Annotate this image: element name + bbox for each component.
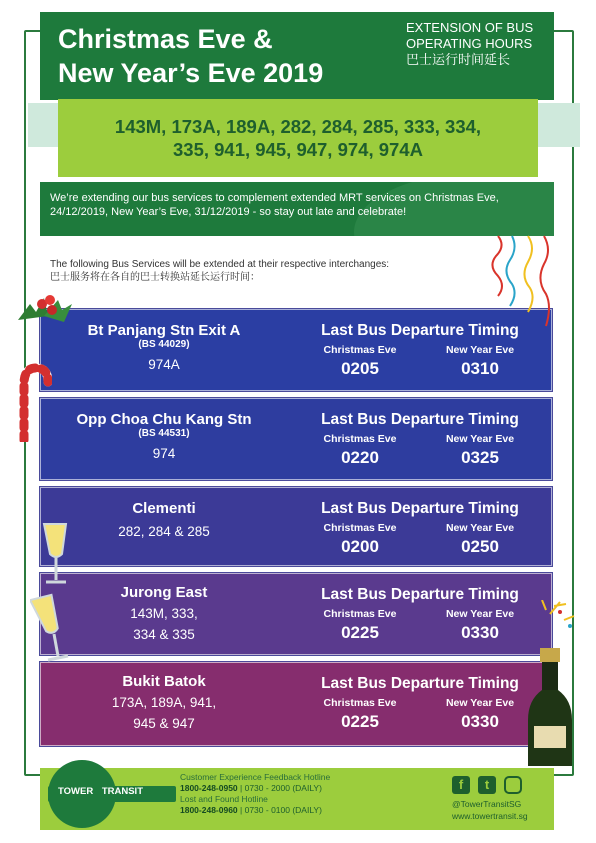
interchange-name: Jurong East xyxy=(120,584,208,601)
new-year-eve-label: New Year Eve xyxy=(445,608,515,620)
new-year-eve-label: New Year Eve xyxy=(445,697,515,709)
interchange-card xyxy=(40,398,552,480)
ext-chinese: 巴士运行时间延长 xyxy=(406,52,511,67)
bus-stop-code: (BS 44029) xyxy=(138,339,190,350)
new-year-eve-time: 0310 xyxy=(461,359,499,378)
christmas-eve-time: 0205 xyxy=(341,359,379,378)
title-line-1: Christmas Eve & xyxy=(58,24,273,54)
services xyxy=(41,692,287,734)
lost-found-hours: | 0730 - 0100 (DAILY) xyxy=(237,805,322,815)
christmas-eve-time: 0225 xyxy=(341,623,379,642)
extension-subtitle xyxy=(406,20,544,68)
holly-icon xyxy=(14,290,76,332)
facebook-icon[interactable]: f xyxy=(452,776,470,794)
champagne-glass-icon xyxy=(36,520,76,590)
feedback-label: Customer Experience Feedback Hotline xyxy=(180,772,331,782)
services-line-2: 334 & 335 xyxy=(133,627,195,642)
services-line-1: 974A xyxy=(148,357,180,372)
interchange-card xyxy=(40,309,552,391)
services xyxy=(41,354,287,375)
services xyxy=(41,521,287,542)
new-year-eve-label: New Year Eve xyxy=(445,522,515,534)
logo-text xyxy=(58,786,143,797)
interchange-name: Bt Panjang Stn Exit A xyxy=(87,322,241,339)
new-year-eve-time: 0330 xyxy=(461,623,499,642)
timing-heading: Last Bus Departure Timing xyxy=(321,586,519,603)
interchange-name: Bukit Batok xyxy=(122,673,206,690)
timing-heading: Last Bus Departure Timing xyxy=(321,411,519,428)
new-year-eve-time: 0250 xyxy=(461,537,499,556)
ext-line-1: EXTENSION OF BUS xyxy=(406,20,534,35)
hotlines xyxy=(180,772,330,816)
christmas-eve-label: Christmas Eve xyxy=(323,433,397,445)
interchange-card xyxy=(40,487,552,566)
lost-found-number[interactable]: 1800-248-0960 xyxy=(180,805,238,815)
bus-stop-code: (BS 44531) xyxy=(138,428,190,439)
instagram-icon[interactable] xyxy=(504,776,522,794)
page-title xyxy=(58,22,323,90)
logo-text-transit: TRANSIT xyxy=(101,786,143,797)
services xyxy=(41,603,287,645)
twitter-icon[interactable]: t xyxy=(478,776,496,794)
christmas-eve-label: Christmas Eve xyxy=(323,697,397,709)
timing-heading: Last Bus Departure Timing xyxy=(321,322,519,339)
christmas-eve-time: 0220 xyxy=(341,448,379,467)
routes-line-1: 143M, 173A, 189A, 282, 284, 285, 333, 334, xyxy=(114,116,482,137)
following-cn: 巴士服务将在各自的巴士转换站延长运行时间： xyxy=(50,272,260,283)
timing-heading: Last Bus Departure Timing xyxy=(321,675,519,692)
christmas-eve-label: Christmas Eve xyxy=(323,344,397,356)
title-line-2: New Year’s Eve 2019 xyxy=(58,58,324,88)
intro-text: We’re extending our bus services to complement extended MRT services on Christmas Eve, 24/12/2019, New Year’s Eve, 31/12/2019 - so stay out late and celebrate! xyxy=(50,192,499,218)
champagne-bottle-icon xyxy=(520,600,578,770)
christmas-eve-time: 0225 xyxy=(341,712,379,731)
interchange-name: Opp Choa Chu Kang Stn xyxy=(76,411,252,428)
interchange-card xyxy=(40,662,552,746)
following-en: The following Bus Services will be extended at their respective interchanges: xyxy=(50,259,390,270)
candy-cane-icon xyxy=(12,362,52,442)
website-link[interactable]: www.towertransit.sg xyxy=(452,811,528,821)
intro-box xyxy=(40,182,554,236)
lost-found-label: Lost and Found Hotline xyxy=(180,794,268,804)
timing-heading: Last Bus Departure Timing xyxy=(321,500,519,517)
christmas-eve-time: 0200 xyxy=(341,537,379,556)
christmas-eve-label: Christmas Eve xyxy=(323,608,397,620)
streamers-decoration xyxy=(488,234,558,334)
services-line-1: 143M, 333, xyxy=(130,606,198,621)
interchange-card xyxy=(40,573,552,655)
services-line-1: 173A, 189A, 941, xyxy=(111,695,217,710)
new-year-eve-time: 0330 xyxy=(461,712,499,731)
new-year-eve-time: 0325 xyxy=(461,448,499,467)
services-line-1: 974 xyxy=(152,446,176,461)
new-year-eve-label: New Year Eve xyxy=(445,433,515,445)
routes-line-2: 335, 941, 945, 947, 974, 974A xyxy=(173,139,423,160)
social-handle[interactable]: @TowerTransitSG xyxy=(452,799,522,809)
services-line-1: 282, 284 & 285 xyxy=(118,524,210,539)
champagne-glass-icon xyxy=(30,592,72,668)
christmas-eve-label: Christmas Eve xyxy=(323,522,397,534)
feedback-hours: | 0730 - 2000 (DAILY) xyxy=(237,783,322,793)
ext-line-2: OPERATING HOURS xyxy=(406,36,533,51)
services xyxy=(41,443,287,464)
feedback-number[interactable]: 1800-248-0950 xyxy=(180,783,238,793)
interchange-name: Clementi xyxy=(132,500,196,517)
new-year-eve-label: New Year Eve xyxy=(445,344,515,356)
social-section xyxy=(452,776,552,822)
header-banner xyxy=(40,12,554,100)
routes-list xyxy=(58,99,538,177)
logo-text-tower: TOWER xyxy=(58,786,94,797)
following-text xyxy=(50,258,389,284)
services-line-2: 945 & 947 xyxy=(133,716,195,731)
